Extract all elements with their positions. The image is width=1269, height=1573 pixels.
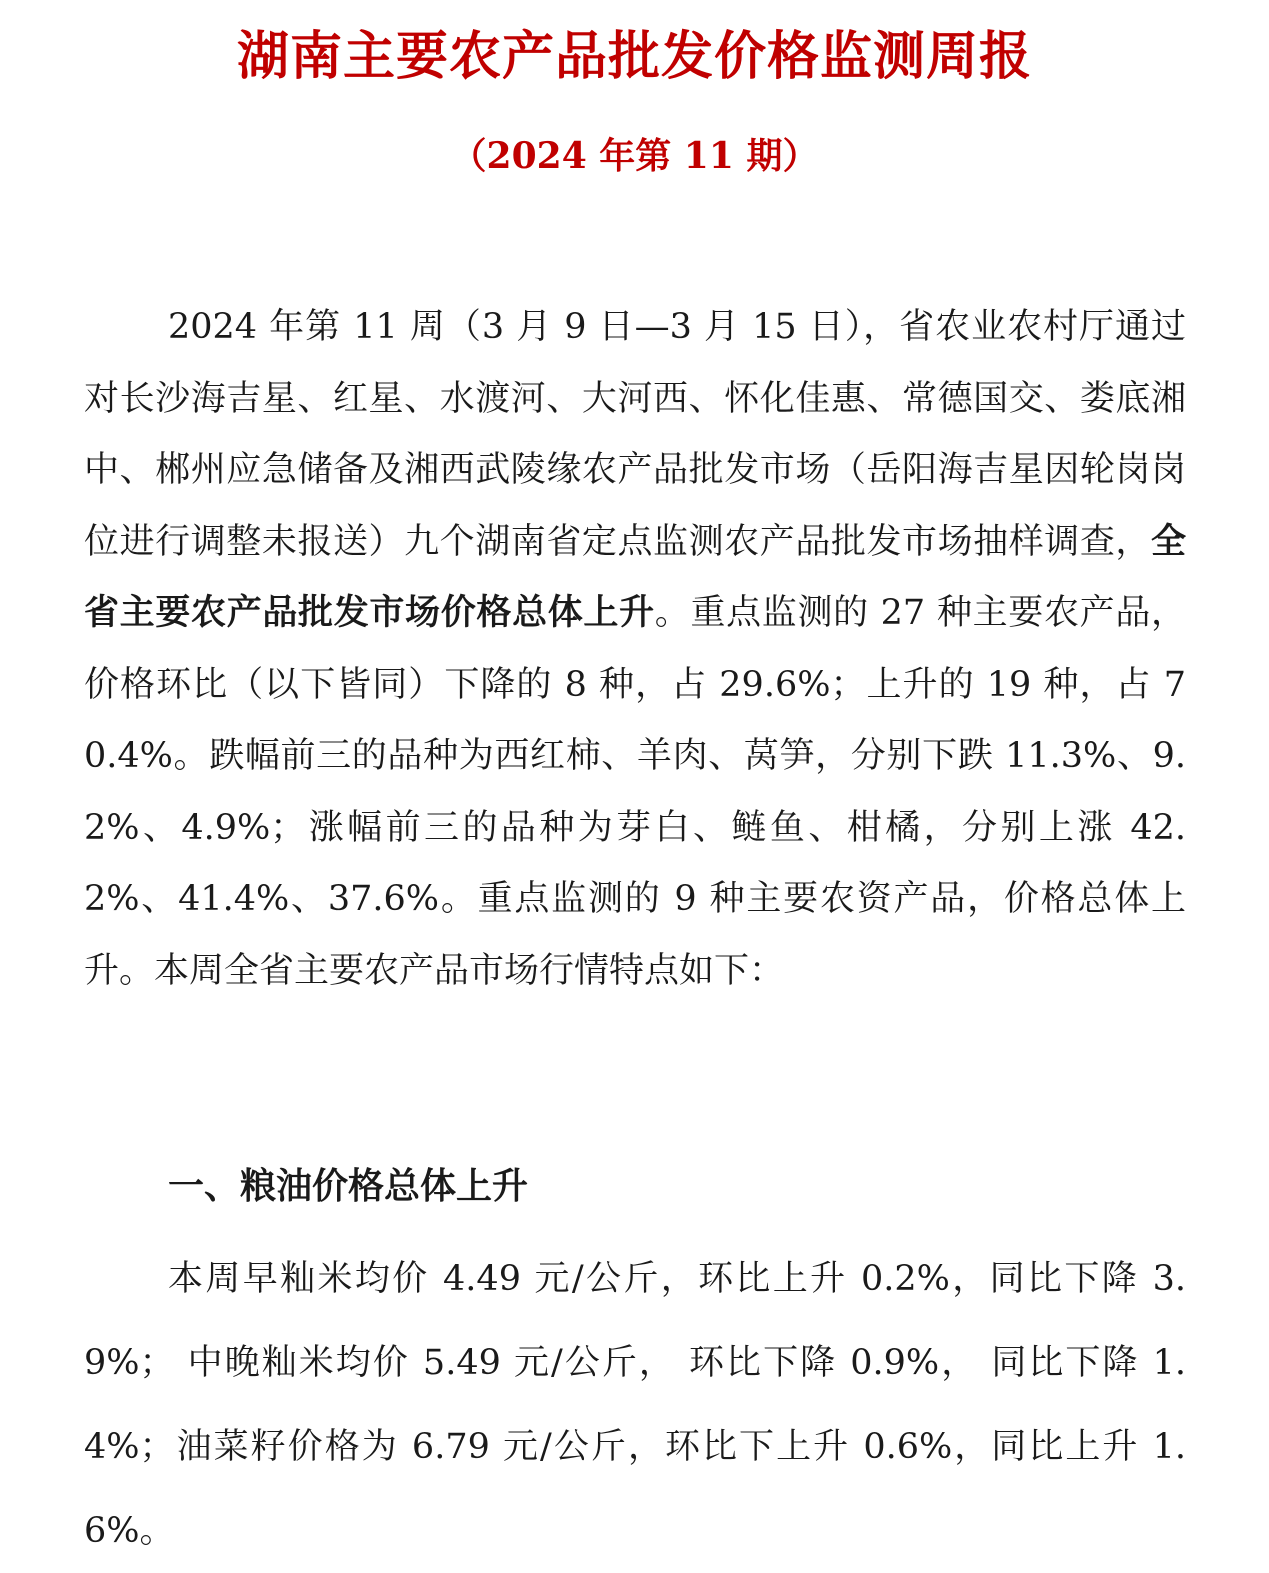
report-title: 湖南主要农产品批发价格监测周报 [236,27,1032,87]
section-body-grain-oil: 本周早籼米均价 4.49 元/公斤，环比上升 0.2%，同比下降 3.9%； 中晚籼米均价 5.49 元/公斤， 环比下降 0.9%， 同比下降 1.4%；油菜籽价格为 6.79 元/公斤，环比下上升 0.6%，同比上升 1.6%。 [84,1259,1186,1551]
intro-paragraph [84,292,1186,1007]
intro-text-part2: 。重点监测的 27 种主要农产品，价格环比（以下皆同）下降的 8 种，占 29.6%；上升的 19 种，占 70.4%。跌幅前三的品种为西红柿、羊肉、莴笋，分别下跌 11.3%、9.2%、4.9%；涨幅前三的品种为芽白、鲢鱼、柑橘，分别上涨 42.2%、41.4%、37.6%。重点监测的 9 种主要农资产品，价格总体上升。本周全省主要农产品市场行情特点如下： [84,593,1186,991]
section-heading-grain-oil: 一、粮油价格总体上升 [168,1166,529,1207]
intro-text-part1: 2024 年第 11 周（3 月 9 日—3 月 15 日），省农业农村厅通过对长沙海吉星、红星、水渡河、大河西、怀化佳惠、常德国交、娄底湘中、郴州应急储备及湘西武陵缘农产品批发市场（岳阳海吉星因轮岗岗位进行调整未报送）九个湖南省定点监测农产品批发市场抽样调查， [84,307,1186,562]
intro-emphasis: 全省主要农产品批发市场价格总体上升 [84,521,1186,633]
issue-number: （2024 年第 11 期） [450,135,819,177]
